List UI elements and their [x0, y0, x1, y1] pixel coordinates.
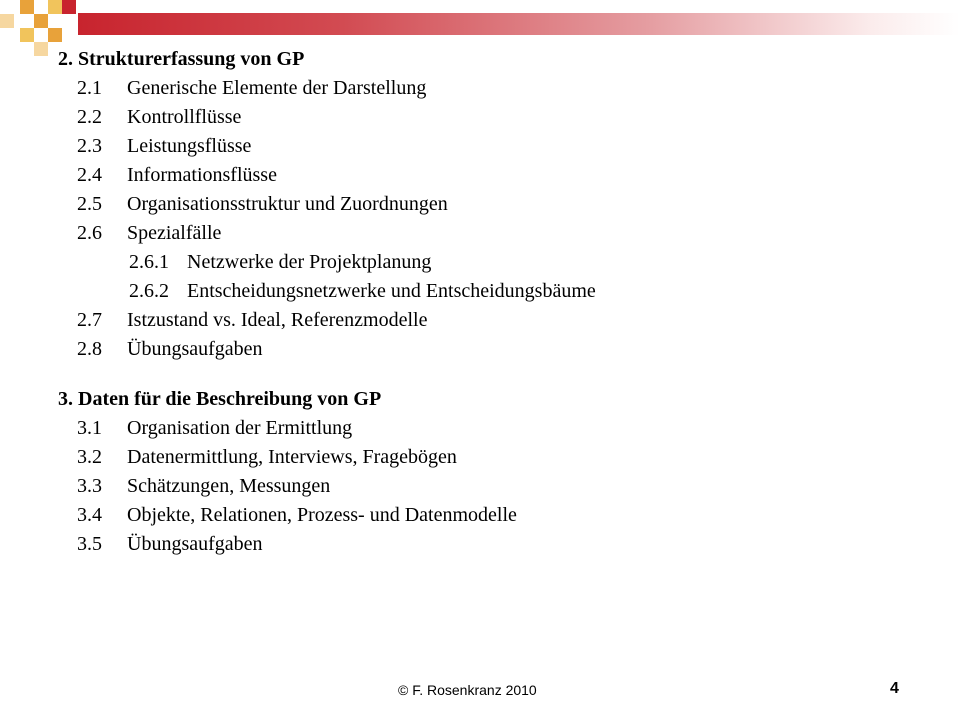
item-number: 2.5 [77, 193, 102, 215]
item-number: 3.2 [77, 446, 102, 468]
list-subitem [58, 277, 918, 306]
list-subitem [58, 248, 918, 277]
item-label: Istzustand vs. Ideal, Referenzmodelle [127, 309, 428, 331]
table-of-contents [58, 45, 918, 559]
item-label: Spezialfälle [127, 222, 222, 244]
list-item [58, 472, 918, 501]
item-number: 2.1 [77, 77, 102, 99]
deco-square [20, 0, 34, 14]
list-item [58, 443, 918, 472]
item-number: 2.7 [77, 309, 102, 331]
item-label: Übungsaufgaben [127, 338, 263, 360]
item-number: 2.6.2 [129, 280, 169, 302]
section-3 [58, 385, 918, 559]
item-number: 2.2 [77, 106, 102, 128]
item-number: 3.3 [77, 475, 102, 497]
deco-square [48, 0, 62, 14]
item-label: Organisationsstruktur und Zuordnungen [127, 193, 448, 215]
deco-square [0, 14, 14, 28]
item-label: Generische Elemente der Darstellung [127, 77, 427, 99]
item-label: Übungsaufgaben [127, 533, 263, 555]
deco-square [34, 42, 48, 56]
item-number: 2.6.1 [129, 251, 169, 273]
deco-square [20, 28, 34, 42]
section-title: 3. Daten für die Beschreibung von GP [58, 388, 382, 410]
deco-square [34, 14, 48, 28]
item-label: Objekte, Relationen, Prozess- und Datenmodelle [127, 504, 517, 526]
item-number: 3.1 [77, 417, 102, 439]
list-item [58, 103, 918, 132]
item-label: Leistungsflüsse [127, 135, 252, 157]
item-label: Schätzungen, Messungen [127, 475, 331, 497]
deco-square [62, 0, 76, 14]
copyright-notice: © F. Rosenkranz 2010 [398, 682, 537, 698]
list-item [58, 306, 918, 335]
list-item [58, 219, 918, 248]
deco-square [48, 28, 62, 42]
list-item [58, 190, 918, 219]
header-gradient-bar [78, 13, 960, 35]
section-title: 2. Strukturerfassung von GP [58, 48, 305, 70]
item-number: 3.4 [77, 504, 102, 526]
list-item [58, 530, 918, 559]
page-number: 4 [890, 680, 899, 697]
item-number: 3.5 [77, 533, 102, 555]
list-item [58, 132, 918, 161]
list-item [58, 74, 918, 103]
item-number: 2.8 [77, 338, 102, 360]
item-label: Organisation der Ermittlung [127, 417, 353, 439]
item-label: Informationsflüsse [127, 164, 277, 186]
list-item [58, 335, 918, 364]
item-number: 2.4 [77, 164, 102, 186]
list-item [58, 414, 918, 443]
item-number: 2.3 [77, 135, 102, 157]
item-label: Netzwerke der Projektplanung [187, 251, 432, 273]
list-item [58, 161, 918, 190]
item-number: 2.6 [77, 222, 102, 244]
item-label: Entscheidungsnetzwerke und Entscheidungsbäume [187, 280, 596, 302]
list-item [58, 501, 918, 530]
item-label: Kontrollflüsse [127, 106, 242, 128]
section-2 [58, 45, 918, 364]
item-label: Datenermittlung, Interviews, Fragebögen [127, 446, 457, 468]
